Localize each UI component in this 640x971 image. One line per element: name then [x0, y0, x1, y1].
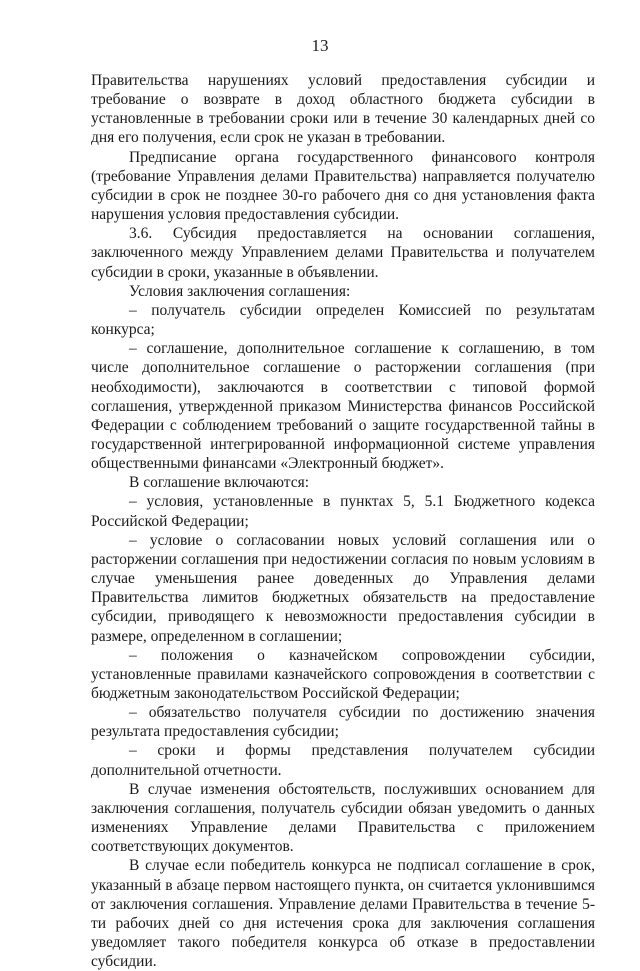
list-item: – получатель субсидии определен Комиссией по результатам конкурса; — [91, 301, 595, 339]
paragraph: В случае изменения обстоятельств, послуживших основанием для заключения соглашения, получатель субсидии обязан уведомить о данных изменениях Управление делами Правительства с приложением соответствующих документов. — [91, 780, 595, 856]
list-item: – соглашение, дополнительное соглашение к соглашению, в том числе дополнительное соглашение о расторжении соглашения (при необходимости), заключаются в соответствии с типовой формой соглашения, утвержденной приказом Министерства финансов Российской Федерации с соблюдением требований о защите государственной тайны в государственной интегрированной информационной системе управления общественными финансами «Электронный бюджет». — [91, 340, 595, 473]
list-item: – сроки и формы представления получателем субсидии дополнительной отчетности. — [91, 742, 595, 779]
paragraph: Предписание органа государственного финансового контроля (требование Управления делами Правительства) направляется получателю субсидии в срок не позднее 30-го рабочего дня со дня установления факта нарушения условия предоставления субсидии. — [91, 148, 595, 224]
paragraph: Условия заключения соглашения: — [129, 282, 351, 300]
document-body — [91, 71, 595, 971]
page-number: 13 — [311, 36, 329, 55]
list-item: – обязательство получателя субсидии по достижению значения результата предоставления субсидии; — [91, 704, 595, 741]
list-item: – условия, установленные в пунктах 5, 5.1 Бюджетного кодекса Российской Федерации; — [91, 493, 595, 530]
paragraph: В соглашение включаются: — [129, 474, 310, 492]
list-item: – условие о согласовании новых условий соглашения или о расторжении соглашения при недостижении согласия по новым условиям в случае уменьшения ранее доведенных до Управления делами Правительства лимитов бюджетных обязательств на предоставление субсидии, приводящего к невозможности предоставления субсидии в размере, определенном в соглашении; — [91, 531, 595, 645]
list-item: – положения о казначейском сопровождении субсидии, установленные правилами казначейского сопровождения в соответствии с бюджетным законодательством Российской Федерации; — [91, 646, 595, 702]
paragraph: Правительства нарушениях условий предоставления субсидии и требование о возврате в доход областного бюджета субсидии в установленные в требовании сроки или в течение 30 календарных дней со дня его получения, если срок не указан в требовании. — [91, 72, 595, 147]
paragraph: В случае если победитель конкурса не подписал соглашение в срок, указанный в абзаце первом настоящего пункта, он считается уклонившимся от заключения соглашения. Управление делами Правительства в течение 5-ти рабочих дней со дня истечения срока для заключения соглашения уведомляет такого победителя конкурса об отказе в предоставлении субсидии. — [91, 857, 595, 971]
paragraph: 3.6. Субсидия предоставляется на основании соглашения, заключенного между Управлением делами Правительства и получателем субсидии в сроки, указанные в объявлении. — [91, 225, 595, 281]
